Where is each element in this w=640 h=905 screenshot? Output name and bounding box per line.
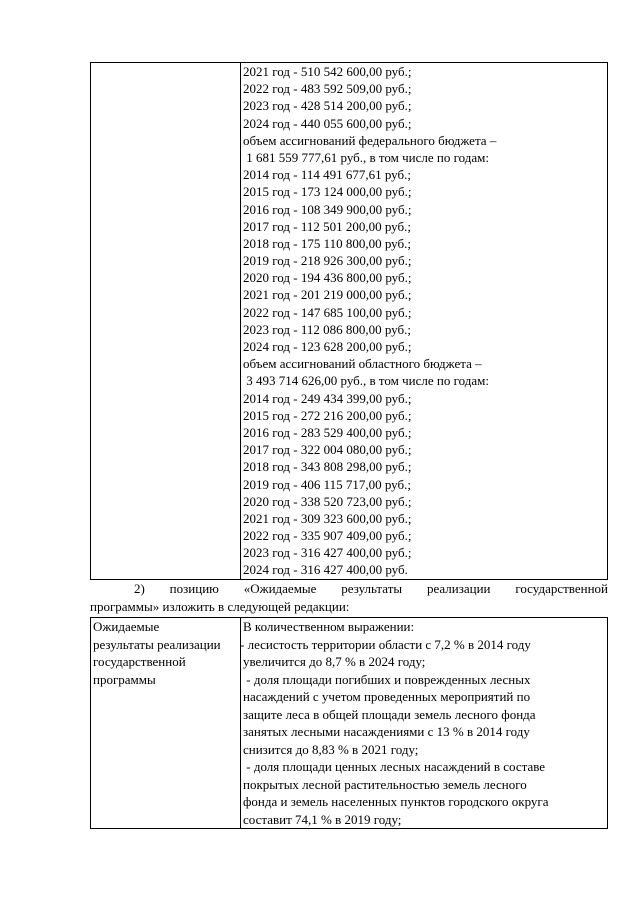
funding-line: 2018 год - 175 110 800,00 руб.; xyxy=(243,235,411,251)
results-table-content-cell xyxy=(241,618,608,829)
results-table xyxy=(90,617,608,829)
funding-line: 2021 год - 201 219 000,00 руб.; xyxy=(243,287,412,303)
result-line: - доля площади ценных лесных насаждений в составе xyxy=(243,759,546,774)
funding-line: объем ассигнований областного бюджета – xyxy=(243,356,482,372)
funding-line: 2014 год - 114 491 677,61 руб.; xyxy=(243,167,411,183)
label-line: программы xyxy=(93,671,156,687)
funding-line: 2016 год - 108 349 900,00 руб.; xyxy=(243,201,412,217)
funding-line: 2021 год - 510 542 600,00 руб.; xyxy=(243,64,412,79)
funding-line: 2023 год - 316 427 400,00 руб.; xyxy=(243,545,412,561)
funding-line: объем ассигнований федерального бюджета – xyxy=(243,132,497,148)
label-line: Ожидаемые xyxy=(93,619,160,634)
amendment-paragraph xyxy=(90,580,608,616)
result-line: составит 74,1 % в 2019 году; xyxy=(243,811,402,827)
funding-table-left-cell xyxy=(91,63,241,580)
funding-line: 2022 год - 147 685 100,00 руб.; xyxy=(243,304,412,320)
result-line: покрытых лесной растительностью земель лесного xyxy=(243,776,527,792)
results-table-label-cell xyxy=(91,618,241,829)
funding-line: 2016 год - 283 529 400,00 руб.; xyxy=(243,424,412,440)
result-line: занятых лесными насаждениями с 13 % в 2014 году xyxy=(243,724,530,739)
funding-line: 2019 год - 218 926 300,00 руб.; xyxy=(243,253,412,269)
funding-line: 3 493 714 626,00 руб., в том числе по годам: xyxy=(243,373,489,389)
result-line: фонда и земель населенных пунктов городского округа xyxy=(243,794,549,809)
funding-line: 1 681 559 777,61 руб., в том числе по годам: xyxy=(243,149,489,165)
result-line: насаждений с учетом проведенных мероприятий по xyxy=(243,689,531,704)
funding-line: 2022 год - 483 592 509,00 руб.; xyxy=(243,81,412,97)
funding-line: 2023 год - 112 086 800,00 руб.; xyxy=(243,321,411,337)
result-line: снизится до 8,83 % в 2021 году; xyxy=(243,741,419,757)
funding-table-right-cell xyxy=(241,63,608,580)
funding-line: 2017 год - 322 004 080,00 руб.; xyxy=(243,442,412,458)
result-line: - лесистость территории области с 7,2 % в 2014 году xyxy=(240,636,531,652)
label-line: результаты реализации xyxy=(93,636,221,652)
amendment-line: программы» изложить в следующей редакции: xyxy=(90,599,350,614)
funding-line: 2015 год - 272 216 200,00 руб.; xyxy=(243,407,412,423)
funding-line: 2020 год - 194 436 800,00 руб.; xyxy=(243,270,412,286)
result-line: В количественном выражении: xyxy=(243,619,415,634)
result-line: увеличится до 8,7 % в 2024 году; xyxy=(243,654,426,669)
funding-line: 2024 год - 123 628 200,00 руб.; xyxy=(243,339,412,354)
funding-line: 2023 год - 428 514 200,00 руб.; xyxy=(243,98,412,114)
amendment-line: 2) позицию «Ожидаемые результаты реализации государственной xyxy=(134,581,608,596)
funding-table xyxy=(90,62,608,580)
funding-line: 2015 год - 173 124 000,00 руб.; xyxy=(243,184,412,200)
funding-line: 2014 год - 249 434 399,00 руб.; xyxy=(243,390,412,406)
funding-line: 2018 год - 343 808 298,00 руб.; xyxy=(243,459,412,475)
funding-line: 2021 год - 309 323 600,00 руб.; xyxy=(243,510,412,526)
funding-line: 2019 год - 406 115 717,00 руб.; xyxy=(243,476,411,492)
label-line: государственной xyxy=(93,654,186,669)
funding-line: 2022 год - 335 907 409,00 руб.; xyxy=(243,528,412,544)
funding-line: 2024 год - 316 427 400,00 руб. xyxy=(243,562,408,578)
result-line: защите леса в общей площади земель лесного фонда xyxy=(243,706,536,722)
funding-line: 2024 год - 440 055 600,00 руб.; xyxy=(243,115,412,131)
funding-line: 2020 год - 338 520 723,00 руб.; xyxy=(243,493,412,509)
funding-line: 2017 год - 112 501 200,00 руб.; xyxy=(243,218,411,234)
result-line: - доля площади погибших и поврежденных лесных xyxy=(243,671,531,687)
